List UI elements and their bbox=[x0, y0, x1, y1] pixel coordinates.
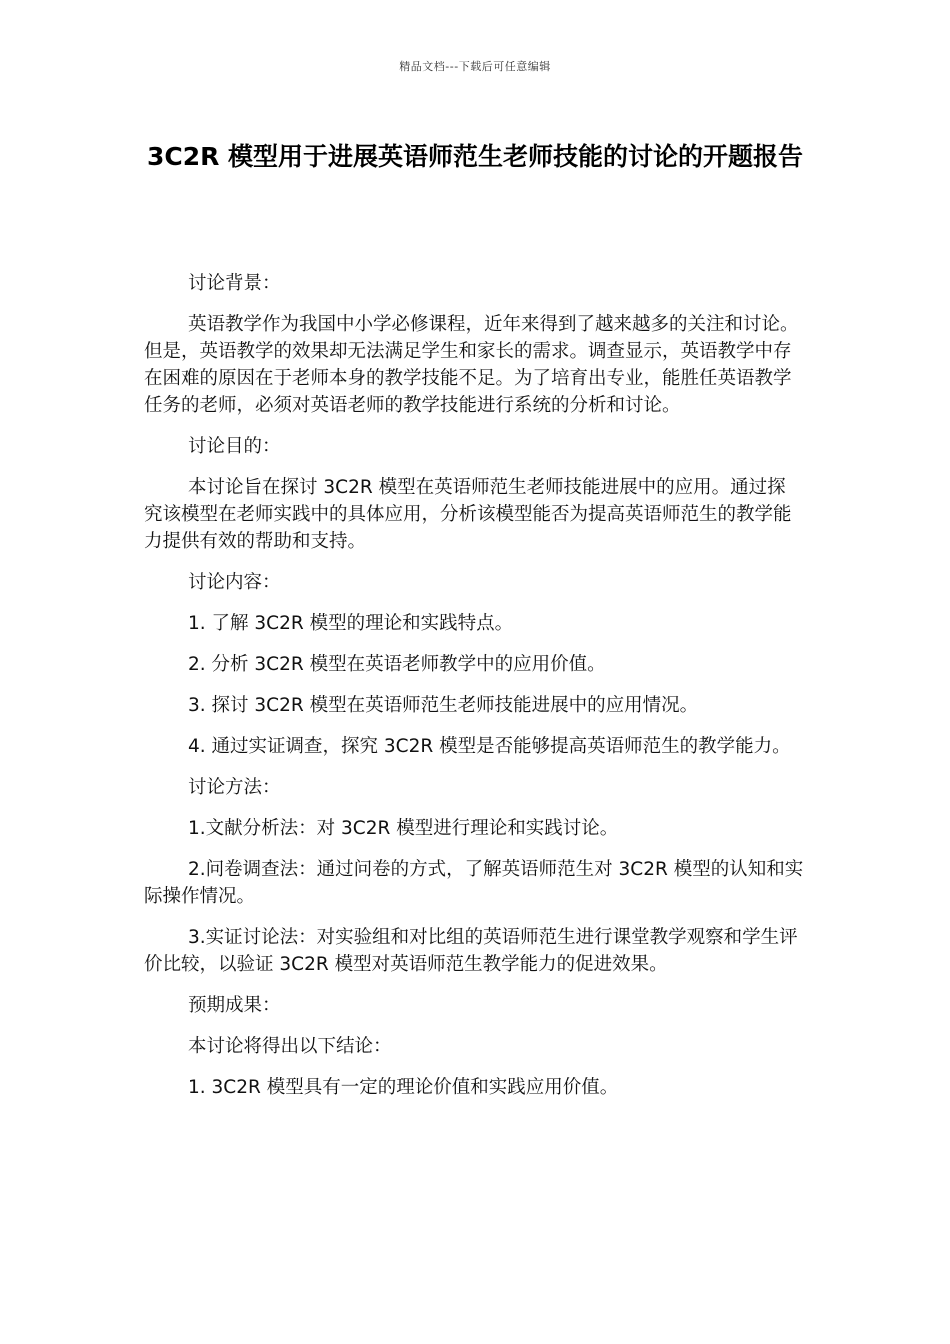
content-item-4: 4. 通过实证调查，探究 3C2R 模型是否能够提高英语师范生的教学能力。 bbox=[188, 736, 791, 757]
content-item-2: 2. 分析 3C2R 模型在英语老师教学中的应用价值。 bbox=[188, 654, 606, 675]
method-item-1: 1.文献分析法：对 3C2R 模型进行理论和实践讨论。 bbox=[188, 818, 619, 839]
content-item-3: 3. 探讨 3C2R 模型在英语师范生老师技能进展中的应用情况。 bbox=[188, 695, 699, 716]
outcome-item-1: 1. 3C2R 模型具有一定的理论价值和实践应用价值。 bbox=[188, 1077, 619, 1098]
method-item-2: 2.问卷调查法：通过问卷的方式，了解英语师范生对 3C2R 模型的认知和实际操作情况。 bbox=[144, 859, 804, 907]
section-heading-background: 讨论背景： bbox=[188, 273, 281, 294]
section-heading-outcomes: 预期成果： bbox=[188, 995, 281, 1016]
section-heading-methods: 讨论方法： bbox=[188, 777, 281, 798]
method-item-3: 3.实证讨论法：对实验组和对比组的英语师范生进行课堂教学观察和学生评价比较，以验证 3C2R 模型对英语师范生教学能力的促进效果。 bbox=[144, 927, 798, 975]
content-item-1: 1. 了解 3C2R 模型的理论和实践特点。 bbox=[188, 613, 514, 634]
document-body bbox=[144, 270, 804, 1115]
outcomes-intro: 本讨论将得出以下结论： bbox=[188, 1036, 392, 1057]
header-note: 精品文档---下载后可任意编辑 bbox=[399, 60, 551, 73]
section-heading-purpose: 讨论目的： bbox=[188, 436, 281, 457]
paragraph-purpose: 本讨论旨在探讨 3C2R 模型在英语师范生老师技能进展中的应用。通过探究该模型在老师实践中的具体应用，分析该模型能否为提高英语师范生的教学能力提供有效的帮助和支持。 bbox=[144, 477, 792, 552]
section-heading-content: 讨论内容： bbox=[188, 572, 281, 593]
paragraph-background: 英语教学作为我国中小学必修课程，近年来得到了越来越多的关注和讨论。但是，英语教学的效果却无法满足学生和家长的需求。调查显示，英语教学中存在困难的原因在于老师本身的教学技能不足。为了培育出专业，能胜任英语教学任务的老师，必须对英语老师的教学技能进行系统的分析和讨论。 bbox=[144, 314, 799, 416]
document-title: 3C2R 模型用于进展英语师范生老师技能的讨论的开题报告 bbox=[146, 142, 804, 171]
